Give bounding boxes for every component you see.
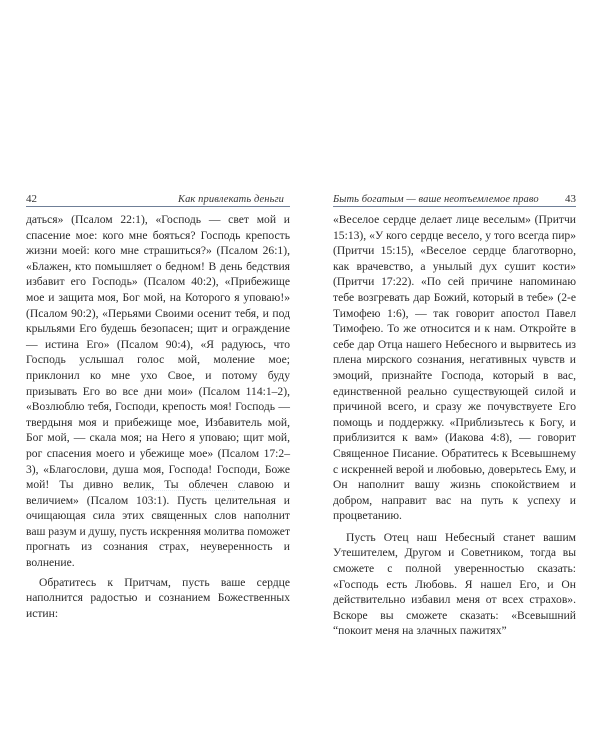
right-paragraph-1: «Веселое сердце делает лице веселым» (Притчи 15:13), «У кого сердце весело, у того всегда пир» (Притчи 15:15), «Веселое сердце благотворно, как врачевство, а унылый дух сушит кости» (Притчи 17:22). «По сей причине напоминаю тебе возгревать дар Божий, который в тебе» (2-е Тимофею 1:6), — так говорит апостол Павел Тимофею. То же относится и к нам. Откройте в себе дар Отца нашего Небесного и вырвитесь из плена мирского сознания, негативных чувств и эмоций, признайте Господа, который в вас, единственной реально существующей силой и причиной всего, и сразу же почувствуете Его помощь и поддержку. «Приблизьтесь к Богу, и приблизится к вам» (Иакова 4:8), — говорит Священное Писание. Обратитесь к Всевышнему с искренней верой и любовью, доверьтесь Ему, и Он наполнит вашу жизнь спокойствием и добром, направит вас на путь к успеху и процветанию. xyxy=(333,213,576,523)
left-page xyxy=(26,192,290,621)
left-paragraph-1: даться» (Псалом 22:1), «Господь — свет мой и спасение мое: кого мне бояться? Господь крепость жизни моей: кого мне страшиться?» (Псалом 26:1), «Блажен, кто помышляет о бедном! В день бедствия избавит его Господь» (Псалом 40:2), «Прибежище мое и защита моя, Бог мой, на Которого я уповаю!» (Псалом 90:2), «Перьями Своими осенит тебя, и под крыльями Его будешь безопасен; щит и ограждение — истина Его» (Псалом 90:4), «Я радуюсь, что Господь услышал голос мой, моление мое; приклонил ко мне ухо Свое, и потому буду призывать Его во все дни мои» (Псалом 114:1–2), «Возлюблю тебя, Господи, крепость моя! Господь — твердыня моя и прибежище мое, Избавитель мой, Бог мой, — скала моя; на Него я уповаю; щит мой, рог спасения моего и убежище мое» (Псалом 17:2–3), «Благослови, душа моя, Господа! Господи, Боже мой! Ты дивно велик, Ты облечен славою и величием» (Псалом 103:1). Пусть целительная и очищающая сила этих священных слов наполнит ваш разум и душу, пусть искренняя молитва поможет прогнать из сознания страх, неуверенность и волнение. xyxy=(26,213,291,570)
left-page-number: 42 xyxy=(26,193,37,205)
left-paragraph-2: Обратитесь к Притчам, пусть ваше сердце наполнится радостью и сознанием Божественных истин: xyxy=(26,575,290,620)
faint-show-through-mark xyxy=(145,478,235,491)
right-running-head-title: Быть богатым — ваше неотъемлемое право xyxy=(333,194,539,205)
left-running-head-title: Как привлекать деньги xyxy=(178,194,284,205)
right-running-head xyxy=(333,192,576,207)
left-page-body xyxy=(26,212,290,621)
right-paragraph-2: Пусть Отец наш Небесный станет вашим Утешителем, Другом и Советником, тогда вы сможете с полной уверенностью сказать: «Господь есть Любовь. Я нашел Его, и Он действительно избавил меня от всех страхов». Вскоре вы сможете сказать: «Всевышний “покоит меня на злачных пажитях” xyxy=(333,530,576,638)
left-running-head xyxy=(26,192,290,207)
right-page-number: 43 xyxy=(565,193,576,205)
right-page xyxy=(333,192,576,639)
right-page-body xyxy=(333,212,576,639)
